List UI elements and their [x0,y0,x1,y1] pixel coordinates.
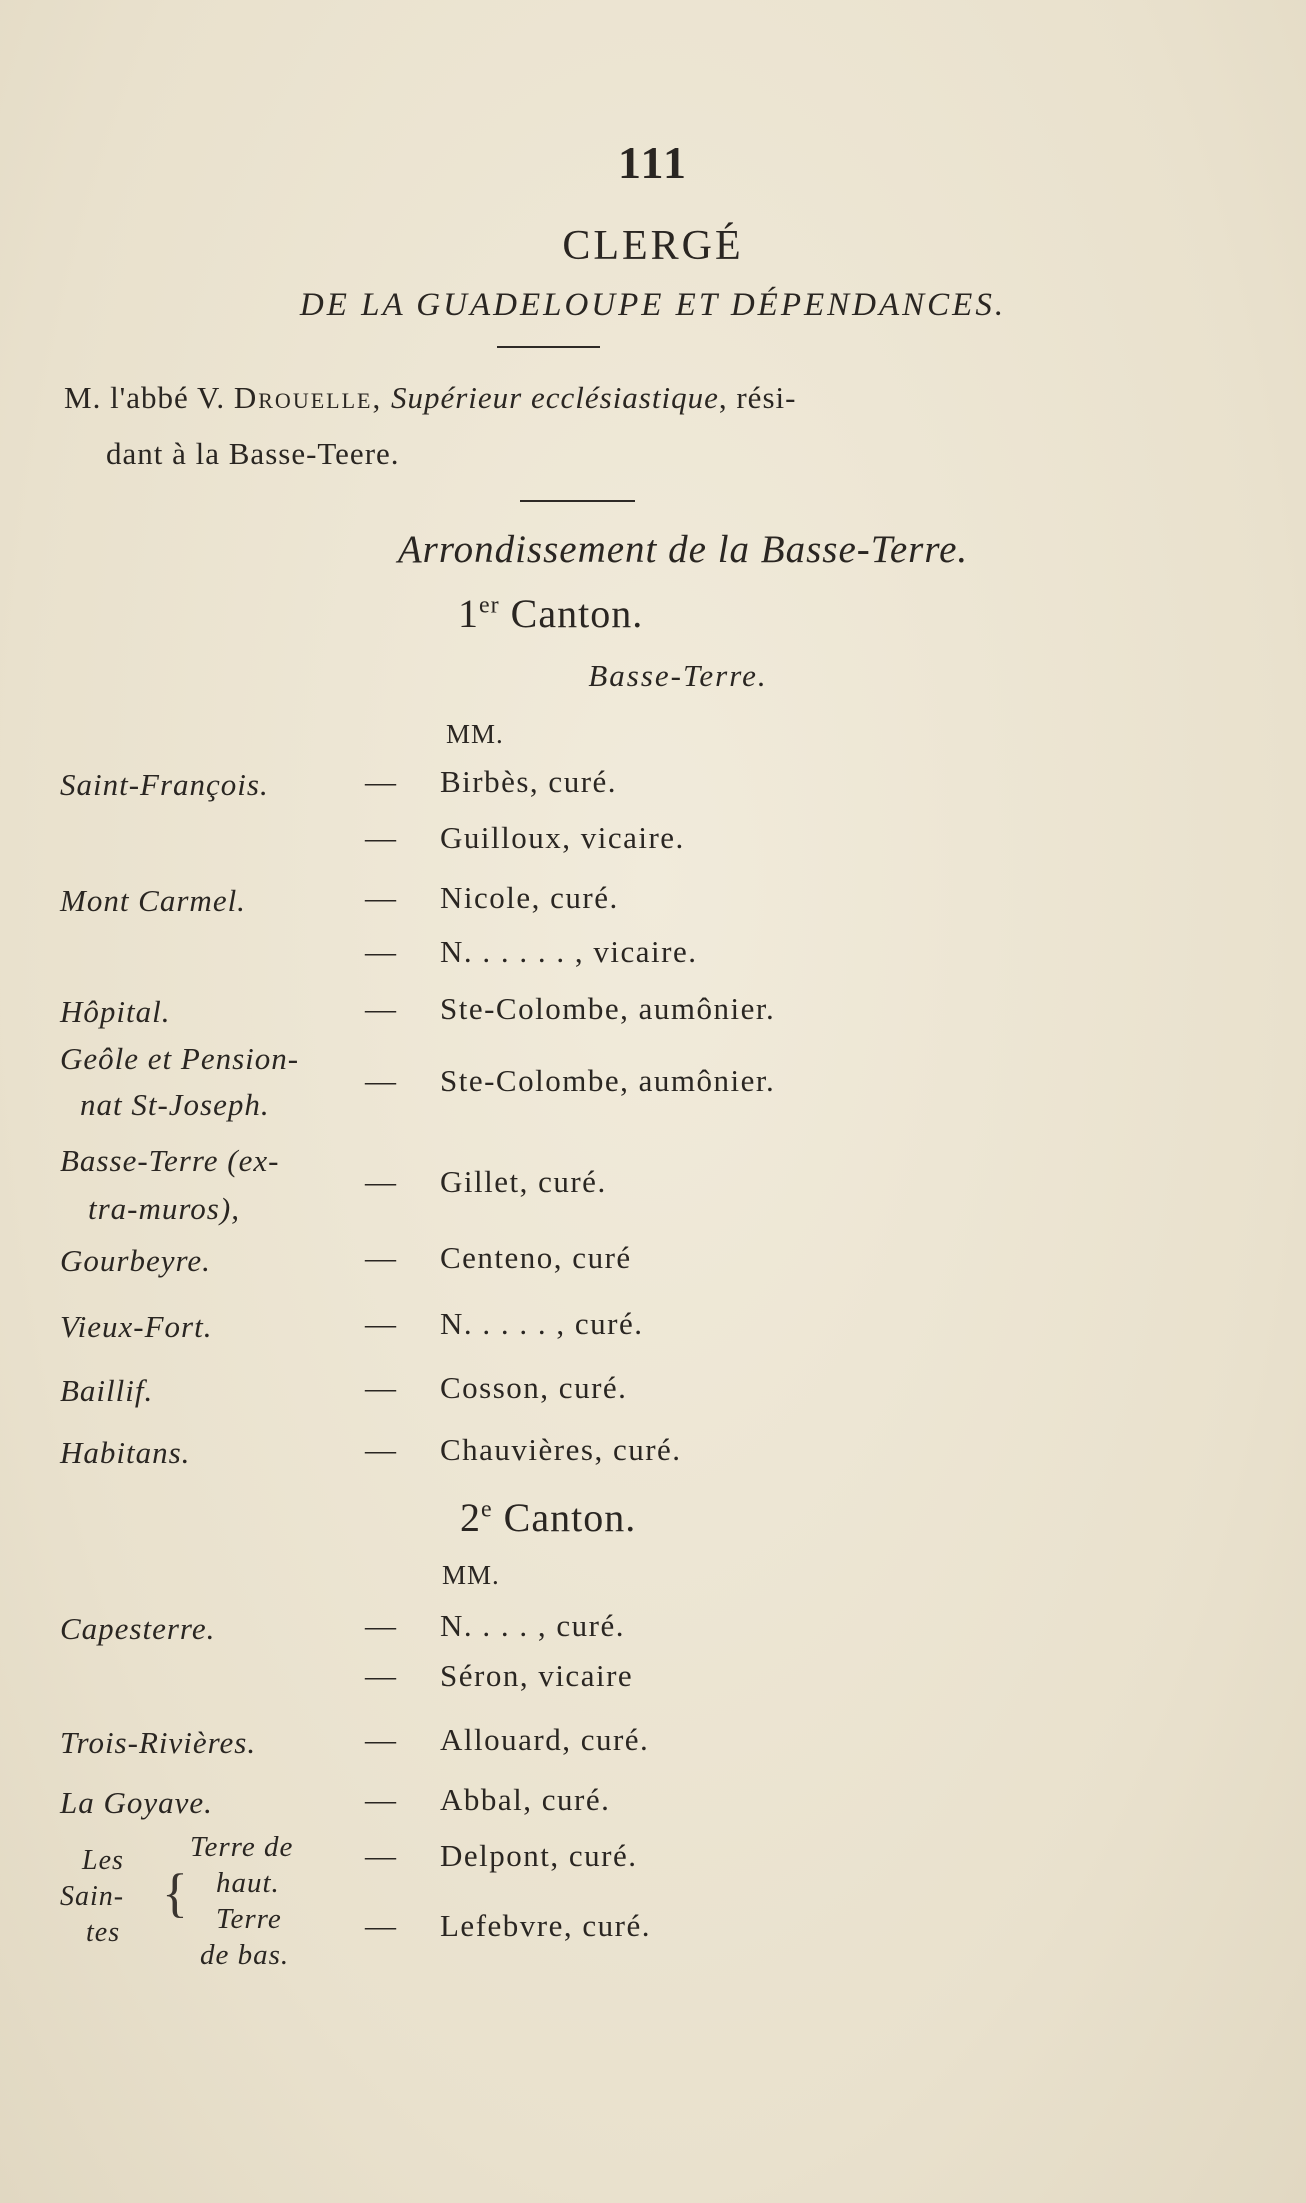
saintes-group-label: Les [82,1845,124,1876]
canton-label: Canton. [492,1495,637,1540]
saintes-group-label: Sain- [60,1881,125,1912]
entry-dash: — [365,1908,396,1943]
page-subtitle: DE LA GUADELOUPE ET DÉPENDANCES. [299,287,1007,323]
entry-name: Chauvières, curé. [440,1432,682,1467]
entry-dash: — [365,1608,396,1643]
canton-number: 2 [460,1495,481,1540]
entry-name: Gillet, curé. [440,1164,607,1199]
entry-name: Abbal, curé. [440,1782,611,1817]
superior-prefix: M. l'abbé V. [64,380,234,415]
canton-1-heading [458,590,643,637]
entry-dash: — [365,820,396,855]
entry-dash: — [365,1370,396,1405]
entry-name: Birbès, curé. [440,764,618,799]
saintes-sub-place: haut. [216,1867,280,1899]
canton-label: Canton. [499,591,644,636]
entry-name: Guilloux, vicaire. [440,820,685,855]
entry-place: Basse-Terre (ex- [60,1143,280,1178]
divider [497,346,600,348]
entry-place-continued: tra-muros), [88,1191,240,1226]
entry-place: Baillif. [60,1373,154,1408]
arrondissement-heading: Arrondissement de la Basse-Terre. [397,528,969,571]
town-heading: Basse-Terre. [588,658,768,693]
entry-place: Hôpital. [60,994,171,1029]
entry-place: Mont Carmel. [60,883,246,918]
superior-suffix: , rési- [718,380,797,415]
entry-name: Séron, vicaire [440,1658,634,1693]
canton-number: 1 [458,591,479,636]
canton-sup: er [479,592,500,619]
superior-line [64,380,796,416]
canton-2-heading [460,1494,636,1541]
canton-sup: e [481,1496,493,1523]
entry-dash: — [365,1164,396,1199]
entry-dash: — [365,764,396,799]
entry-place: Vieux-Fort. [60,1309,213,1344]
entry-name: Lefebvre, curé. [440,1908,651,1943]
saintes-sub-place: Terre [216,1903,282,1935]
entry-name: N. . . . . . , vicaire. [440,934,698,969]
entry-place: La Goyave. [60,1785,213,1820]
entry-name: Cosson, curé. [440,1370,628,1405]
entry-dash: — [365,1782,396,1817]
entry-dash: — [365,934,396,969]
entry-name: Allouard, curé. [440,1722,650,1757]
mm-label: MM. [446,719,504,749]
entry-place-continued: nat St-Joseph. [80,1087,270,1122]
entry-dash: — [365,1658,396,1693]
brace-mark: { [162,1863,188,1923]
saintes-sub-place: de bas. [200,1939,290,1971]
mm-label: MM. [442,1560,500,1590]
entry-dash: — [365,1240,396,1275]
entry-dash: — [365,1722,396,1757]
entry-dash: — [365,880,396,915]
saintes-group-label: tes [86,1917,121,1948]
entry-place: Saint-François. [60,767,269,802]
entry-dash: — [365,991,396,1026]
entry-name: Centeno, curé [440,1240,632,1275]
entry-place: Gourbeyre. [60,1243,211,1278]
saintes-sub-place: Terre de [190,1831,294,1863]
entry-dash: — [365,1838,396,1873]
entry-dash: — [365,1063,396,1098]
entry-place: Habitans. [60,1435,191,1470]
entry-name: Ste-Colombe, aumônier. [440,991,776,1026]
superior-line-2: dant à la Basse-Teere. [106,436,400,471]
entry-place: Capesterre. [60,1611,216,1646]
entry-place: Trois-Rivières. [60,1725,257,1760]
entry-name: N. . . . . , curé. [440,1306,644,1341]
entry-dash: — [365,1306,396,1341]
page-number: 111 [618,137,688,188]
superior-role: Supérieur ecclésiastique [382,380,719,415]
entry-name: Ste-Colombe, aumônier. [440,1063,776,1098]
superior-name: Drouelle, [233,380,383,415]
entry-place: Geôle et Pension- [60,1041,300,1076]
divider [520,500,635,502]
entry-name: Nicole, curé. [440,880,619,915]
entry-dash: — [365,1432,396,1467]
entry-name: N. . . . , curé. [440,1608,625,1643]
entry-name: Delpont, curé. [440,1838,638,1873]
page-title: CLERGÉ [562,223,744,269]
